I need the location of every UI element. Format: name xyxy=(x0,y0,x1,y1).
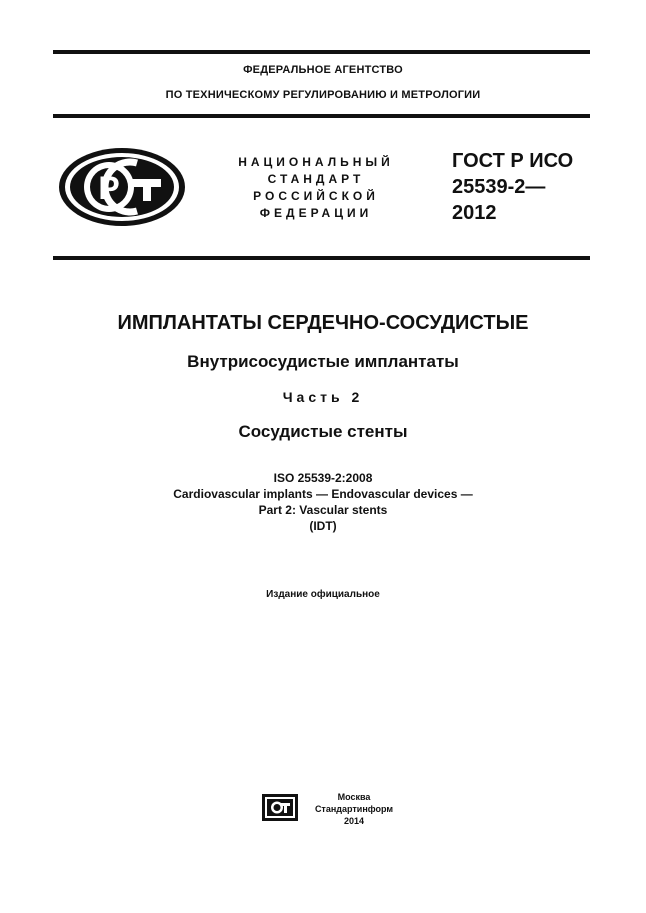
designation-line-2: 25539-2— xyxy=(452,176,546,198)
part-label: Часть 2 xyxy=(282,389,364,405)
designation-line-1: ГОСТ Р ИСО xyxy=(452,150,574,172)
title-block-rule xyxy=(53,256,590,260)
standard-designation xyxy=(452,148,573,226)
agency-line-1: ФЕДЕРАЛЬНОЕ АГЕНТСТВО xyxy=(243,64,403,76)
header-rule xyxy=(53,114,590,118)
designation-line-3: 2012 xyxy=(452,202,497,224)
standard-type-line-3: РОССИЙСКОЙ xyxy=(253,189,379,203)
iso-equivalence: (IDT) xyxy=(309,519,337,533)
standard-type-line-1: НАЦИОНАЛЬНЫЙ xyxy=(238,155,394,169)
publisher-name: Стандартинформ xyxy=(314,804,394,814)
standard-type-line-2: СТАНДАРТ xyxy=(267,172,365,186)
subtitle: Внутрисосудистые имплантаты xyxy=(187,352,459,371)
standard-type-line-4: ФЕДЕРАЦИИ xyxy=(259,206,373,220)
agency-line-2: ПО ТЕХНИЧЕСКОМУ РЕГУЛИРОВАНИЮ И МЕТРОЛОГИИ xyxy=(165,89,481,101)
publication-year: 2014 xyxy=(343,816,365,826)
rst-mark-icon xyxy=(57,146,187,228)
iso-title-line-2: Part 2: Vascular stents xyxy=(258,503,388,517)
top-rule xyxy=(53,50,590,54)
publisher-block xyxy=(306,791,402,827)
iso-title-line-1: Cardiovascular implants — Endovascular devices — xyxy=(173,487,473,501)
svg-text:P: P xyxy=(98,170,120,206)
iso-reference xyxy=(0,470,646,534)
main-title: ИМПЛАНТАТЫ СЕРДЕЧНО-СОСУДИСТЫЕ xyxy=(117,312,529,334)
national-standard-label xyxy=(228,154,404,222)
part-title: Сосудистые стенты xyxy=(238,422,408,441)
iso-number: ISO 25539-2:2008 xyxy=(273,471,373,485)
standartinform-logo-icon xyxy=(262,794,298,821)
publisher-city: Москва xyxy=(337,792,371,802)
edition-label: Издание официальное xyxy=(266,589,380,600)
